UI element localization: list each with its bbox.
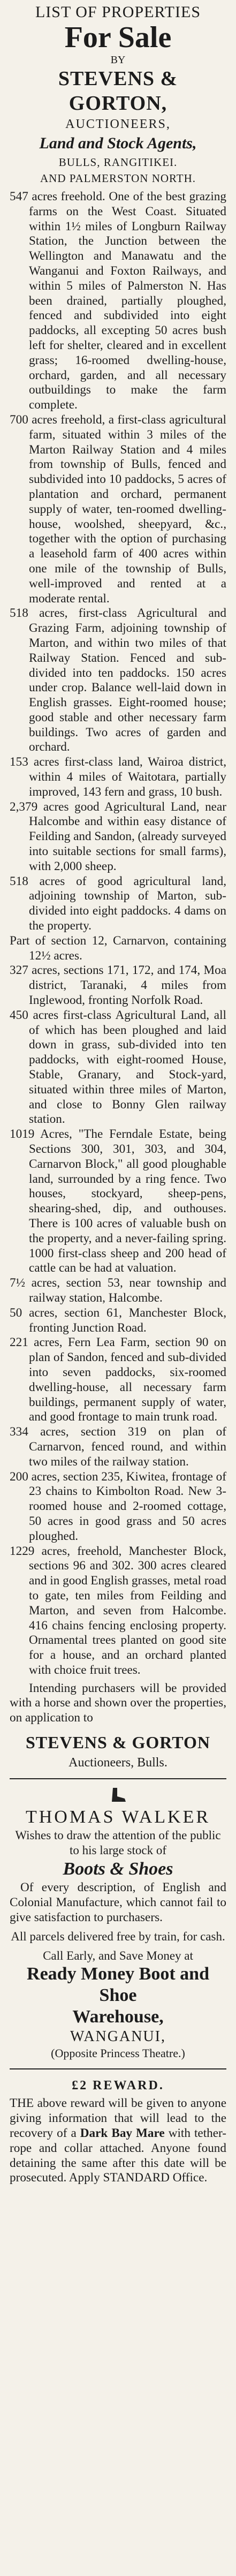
listing-item: 50 acres, section 61, Manchester Block, fronting Junction Road.: [10, 1305, 226, 1335]
listing-item: 200 acres, section 235, Kiwitea, frontage of 23 chains to Kimbolton Road. New 3-roomed house and 2-roomed cottage, 50 acres in good grass and 50 acres ploughed.: [10, 1469, 227, 1543]
listing-item: 700 acres freehold, a first-class agricultural farm, situated within 3 miles of the Marton Railway Station and 4 miles from township of Bulls, fenced and subdivided into 10 paddocks, 5 acres of plantation and orchard, permanent supply of water, ten-roomed dwelling-house, woolshed, sheepyard, &c., together with the option of purchasing a leasehold farm of 400 acres within one mile of the township of Bulls, well-improved and rented at a moderate rental.: [10, 412, 226, 606]
dark-bay-mare: Dark Bay Mare: [80, 2126, 165, 2141]
signature-firm: STEVENS & GORTON: [25, 1733, 211, 1752]
merchant-name: THOMAS WALKER: [25, 1807, 211, 1827]
location-bulls: BULLS, RANGITIKEI.: [58, 156, 178, 169]
reward-title: £2 REWARD.: [72, 2079, 164, 2093]
listing-item: 7½ acres, section 53, near township and railway station, Halcombe.: [10, 1276, 226, 1305]
listing-item: 518 acres, first-class Agricultural and Grazing Farm, adjoining township of Marton, and within two miles of that Railway Station. Fenced and sub-divided into ten paddocks. 150 acres under crop. Balance well-laid down in English grasses. Eight-roomed house; good stable and other necessary farm buildings. Two acres of garden and orchard.: [10, 606, 226, 754]
divider: [10, 2068, 226, 2069]
by-label: BY: [110, 54, 126, 66]
goods-description: Of every description, of English and Colonial Manufacture, which cannot fail to give satisfaction to purchasers.: [10, 1880, 226, 1924]
listing-item: 518 acres of good agricultural land, adjoining township of Marton, sub-divided into eight paddocks. 4 dams on the property.: [10, 874, 226, 933]
listing-item: 547 acres freehold. One of the best grazing farms on the West Coast. Situated within 1½ miles of Longburn Railway Station, the Junction between the Wellington and Manawatu and the Wanganui and Foxton Railways, and within 5 miles of Palmerston N. Has been drained, partially ploughed, fenced and subdivided into eight paddocks, all excepting 50 acres bush left for shelter, cleared and in excellent grass; 16-roomed dwelling-house, orchard, garden, and all necessary outbuildings to make the farm complete.: [10, 190, 226, 412]
firm-name: STEVENS & GORTON,: [58, 67, 178, 115]
listing-item: 327 acres, sections 171, 172, and 174, Moa district, Taranaki, 4 miles from Inglewood, fronting Norfolk Road.: [10, 963, 226, 1008]
town-name: WANGANUI,: [70, 2028, 166, 2045]
reward-text: [10, 2096, 226, 2186]
listing-item: 2,379 acres good Agricultural Land, near Halcombe and within easy distance of Feilding and Sandon, (already surveyed into suitable sections for small farms), with 2,000 sheep.: [10, 799, 226, 873]
listing-item: 1229 acres, freehold, Manchester Block, sections 96 and 302. 300 acres cleared and in good English grasses, metal road to gate, ten miles from Feilding and Marton, and seven from Halcombe. 416 chains fencing enclosing property. Ornamental trees planted on good site for a house, and an orchard planted with choice fruit trees.: [10, 1544, 226, 1677]
listings: [10, 190, 226, 1678]
intro-text: Wishes to draw the attention of the public to his large stock of: [15, 1829, 221, 1857]
listing-item: 221 acres, Fern Lea Farm, section 90 on plan of Sandon, fenced and sub-divided into seven paddocks, six-roomed dwelling-house, all necessary farm buildings, permanent supply of water, and good frontage to main trunk road.: [10, 1335, 226, 1424]
listing-item: 450 acres first-class Agricultural Land, all of which has been ploughed and laid down in grass, sub-divided into ten paddocks, with eight-roomed House, Stable, Granary, and Stock-yard, situated within three miles of Marton, and close to Bonny Glen railway station.: [10, 1008, 226, 1127]
listing-item: 153 acres first-class land, Wairoa district, within 4 miles of Waitotara, partially improved, 143 fern and grass, 10 bush.: [10, 755, 226, 799]
listing-item: 1019 Acres, "The Ferndale Estate, being Sections 300, 301, 303, and 304, Carnarvon Block," all good ploughable land, surrounded by a ring fence. Two houses, stockyard, sheep-pens, shearing-shed, dip, and outhouses. There is 100 acres of valuable bush on the property, and a never-failing spring. 1000 first-class sheep and 200 head of cattle can be had at valuation.: [10, 1127, 226, 1275]
listing-item: 334 acres, section 319 on plan of Carnarvon, fenced round, and within two miles of the railway station.: [10, 1425, 226, 1469]
walker-advertisement: [10, 1787, 226, 2061]
listing-item: Part of section 12, Carnarvon, containing 12½ acres.: [10, 933, 226, 963]
divider: [10, 1778, 226, 1779]
auctioneers-label: AUCTIONEERS,: [65, 117, 171, 131]
reward-text-a: THE above reward will be given to anyone giving information that will lead to the recovery of a: [10, 2096, 226, 2141]
for-sale-title: For Sale: [64, 21, 172, 54]
properties-advertisement: [10, 3, 226, 1771]
shop-name-line1: Ready Money Boot and Shoe: [27, 1964, 209, 2006]
location-palmerston: AND PALMERSTON NORTH.: [40, 172, 196, 185]
land-agents-label: Land and Stock Agents,: [39, 134, 197, 152]
goods-title: Boots & Shoes: [63, 1859, 173, 1879]
closing-text: Intending purchasers will be provided with a horse and shown over the properties, on application to: [10, 1681, 226, 1725]
heading: LIST OF PROPERTIES: [35, 3, 201, 21]
opposite-note: (Opposite Princess Theatre.): [51, 2046, 185, 2060]
boot-ornament-icon: [10, 1787, 226, 1807]
delivery-note: All parcels delivered free by train, for cash.: [11, 1930, 225, 1944]
reward-advertisement: [10, 2077, 226, 2186]
signature-place: Auctioneers, Bulls.: [68, 1756, 168, 1770]
shop-name-line2: Warehouse,: [72, 2007, 164, 2027]
reward-text-b: with tether-rope and collar attached. Anyone found detaining the same after this date will be prosecuted. Apply STANDARD Office.: [10, 2126, 227, 2185]
call-text: Call Early, and Save Money at: [43, 1949, 193, 1963]
